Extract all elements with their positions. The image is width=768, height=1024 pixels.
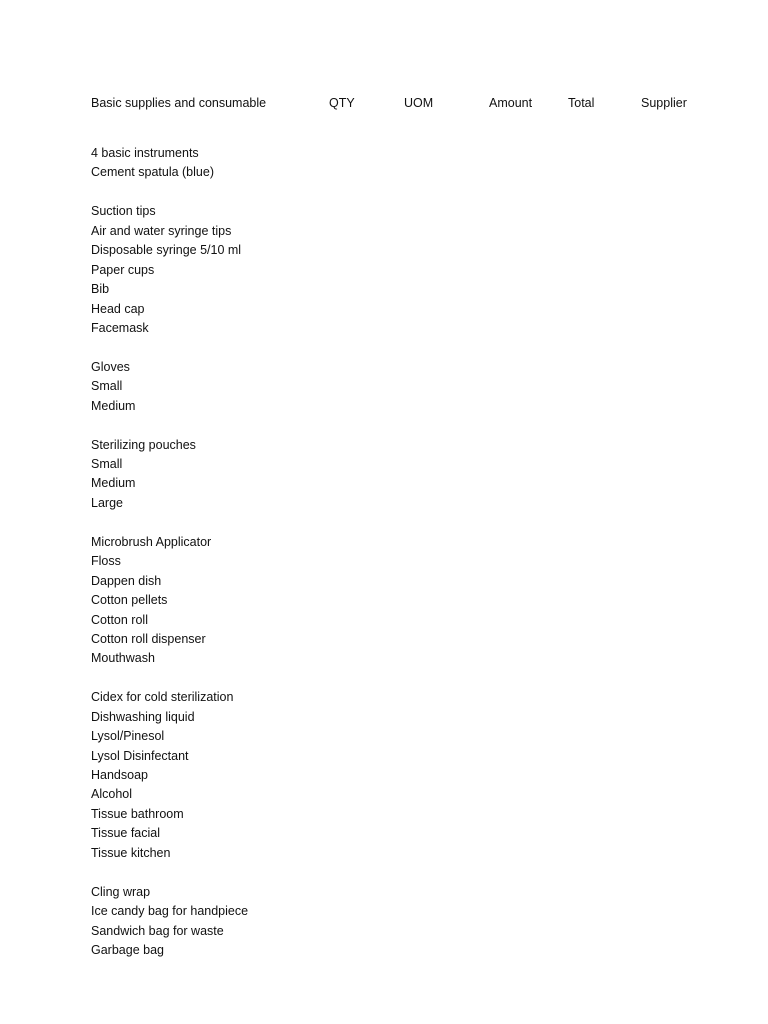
list-item: Air and water syringe tips xyxy=(91,223,232,238)
list-item: Tissue bathroom xyxy=(91,806,184,821)
list-item: Small xyxy=(91,457,123,471)
list-item: Cotton pellets xyxy=(91,593,168,608)
list-item: Cotton roll xyxy=(91,612,148,627)
header-amount: Amount xyxy=(489,96,533,110)
supply-list xyxy=(91,144,391,960)
list-item: Microbrush Applicator xyxy=(91,534,212,549)
list-item: Tissue kitchen xyxy=(91,845,171,860)
header-item: Basic supplies and consumable xyxy=(91,96,267,110)
list-item: Cement spatula (blue) xyxy=(91,165,214,180)
list-item: Medium xyxy=(91,476,136,491)
blank-row xyxy=(91,669,391,688)
list-item: Small xyxy=(91,379,123,394)
list-item: Medium xyxy=(91,398,136,413)
blank-row xyxy=(91,338,391,357)
list-item: Sandwich bag for waste xyxy=(91,923,224,938)
list-item: Lysol Disinfectant xyxy=(91,748,189,763)
list-item: Tissue facial xyxy=(91,826,161,841)
blank-row xyxy=(91,863,391,882)
list-item: Cidex for cold sterilization xyxy=(91,690,234,705)
list-item: Disposable syringe 5/10 ml xyxy=(91,243,242,258)
list-item: Head cap xyxy=(91,301,145,316)
blank-row xyxy=(91,416,391,435)
list-item: Dappen dish xyxy=(91,573,162,588)
list-item: Facemask xyxy=(91,320,149,335)
blank-row xyxy=(91,183,391,202)
list-item: Large xyxy=(91,495,123,510)
list-item: Handsoap xyxy=(91,768,148,782)
list-item: Floss xyxy=(91,554,121,569)
list-item: Mouthwash xyxy=(91,651,155,666)
list-item: Cling wrap xyxy=(91,884,151,899)
list-item: Lysol/Pinesol xyxy=(91,729,165,744)
blank-row xyxy=(91,513,391,532)
list-item: Sterilizing pouches xyxy=(91,437,196,452)
list-item: Bib xyxy=(91,282,110,297)
list-item: Alcohol xyxy=(91,787,132,802)
header-uom: UOM xyxy=(404,96,434,110)
list-item: Garbage bag xyxy=(91,942,164,957)
list-item: Paper cups xyxy=(91,262,155,277)
header-total: Total xyxy=(568,96,595,110)
header-supplier: Supplier xyxy=(641,96,687,110)
list-item: 4 basic instruments xyxy=(91,146,199,160)
list-item: Ice candy bag for handpiece xyxy=(91,904,249,919)
header-qty: QTY xyxy=(329,96,355,110)
list-item: Gloves xyxy=(91,359,130,374)
list-item: Dishwashing liquid xyxy=(91,709,195,724)
table-header xyxy=(91,94,711,112)
list-item: Suction tips xyxy=(91,204,156,219)
list-item: Cotton roll dispenser xyxy=(91,631,206,646)
